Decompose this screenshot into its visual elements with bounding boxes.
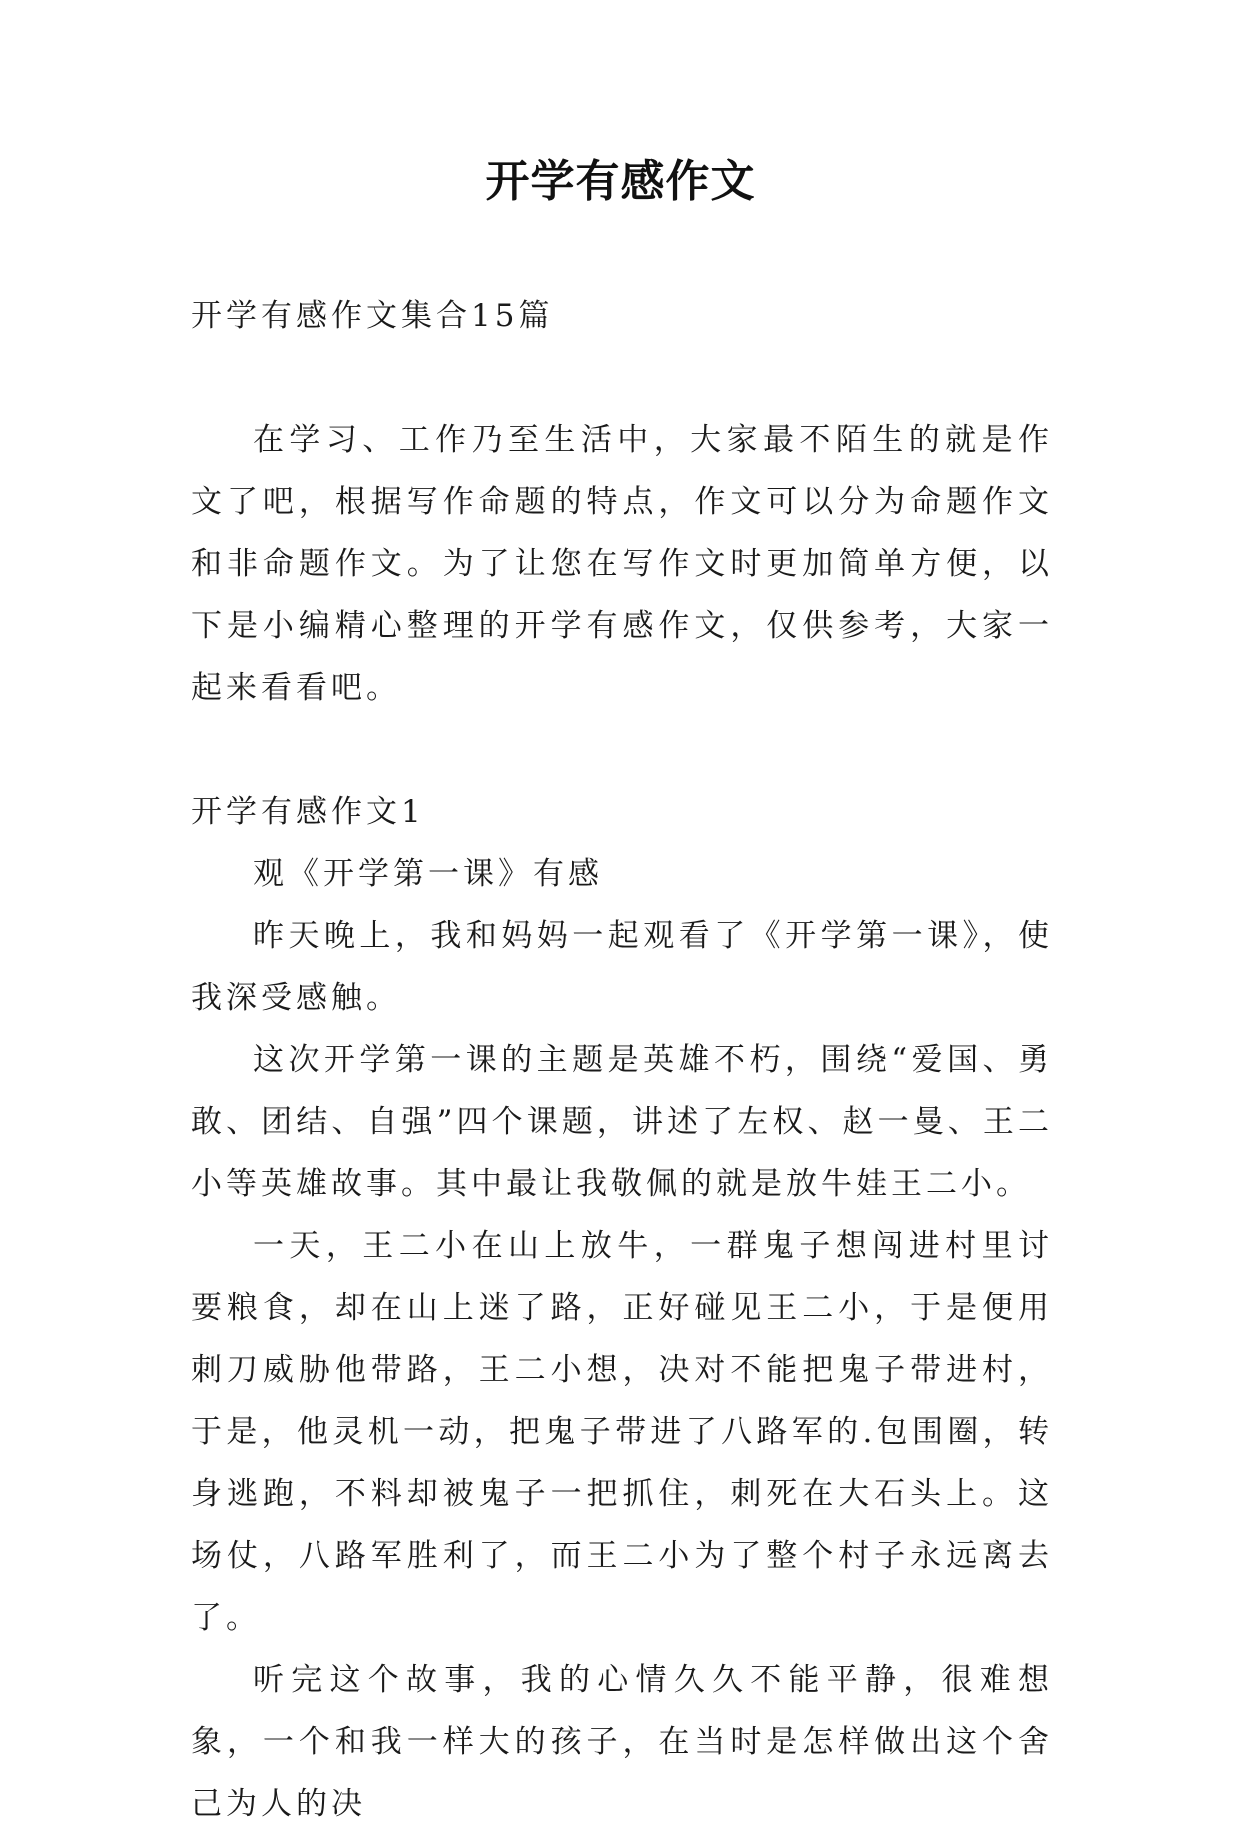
essay-title: 观《开学第一课》有感	[253, 856, 603, 892]
intro-paragraph: 在学习、工作乃至生活中，大家最不陌生的就是作文了吧，根据写作命题的特点，作文可以分为命题作文和非命题作文。为了让您在写作文时更加简单方便，以下是小编精心整理的开学有感作文，仅供参考，大家一起来看看吧。	[191, 422, 1053, 706]
document-title: 开学有感作文	[485, 156, 756, 207]
body-paragraph: 听完这个故事，我的心情久久不能平静，很难想象，一个和我一样大的孩子，在当时是怎样做出这个舍己为人的决	[191, 1662, 1053, 1822]
document-body	[191, 285, 1053, 1835]
section-heading: 开学有感作文1	[191, 794, 425, 830]
body-paragraph: 这次开学第一课的主题是英雄不朽，围绕“爱国、勇敢、团结、自强”四个课题，讲述了左权、赵一曼、王二小等英雄故事。其中最让我敬佩的就是放牛娃王二小。	[191, 1042, 1053, 1202]
collection-subtitle: 开学有感作文集合15篇	[191, 298, 554, 334]
body-paragraph: 昨天晚上，我和妈妈一起观看了《开学第一课》，使我深受感触。	[191, 918, 1053, 1016]
body-paragraph: 一天，王二小在山上放牛，一群鬼子想闯进村里讨要粮食，却在山上迷了路，正好碰见王二小，于是便用刺刀威胁他带路，王二小想，决对不能把鬼子带进村，于是，他灵机一动，把鬼子带进了八路军的.包围圈，转身逃跑，不料却被鬼子一把抓住，刺死在大石头上。这场仗，八路军胜利了，而王二小为了整个村子永远离去了。	[191, 1228, 1053, 1636]
